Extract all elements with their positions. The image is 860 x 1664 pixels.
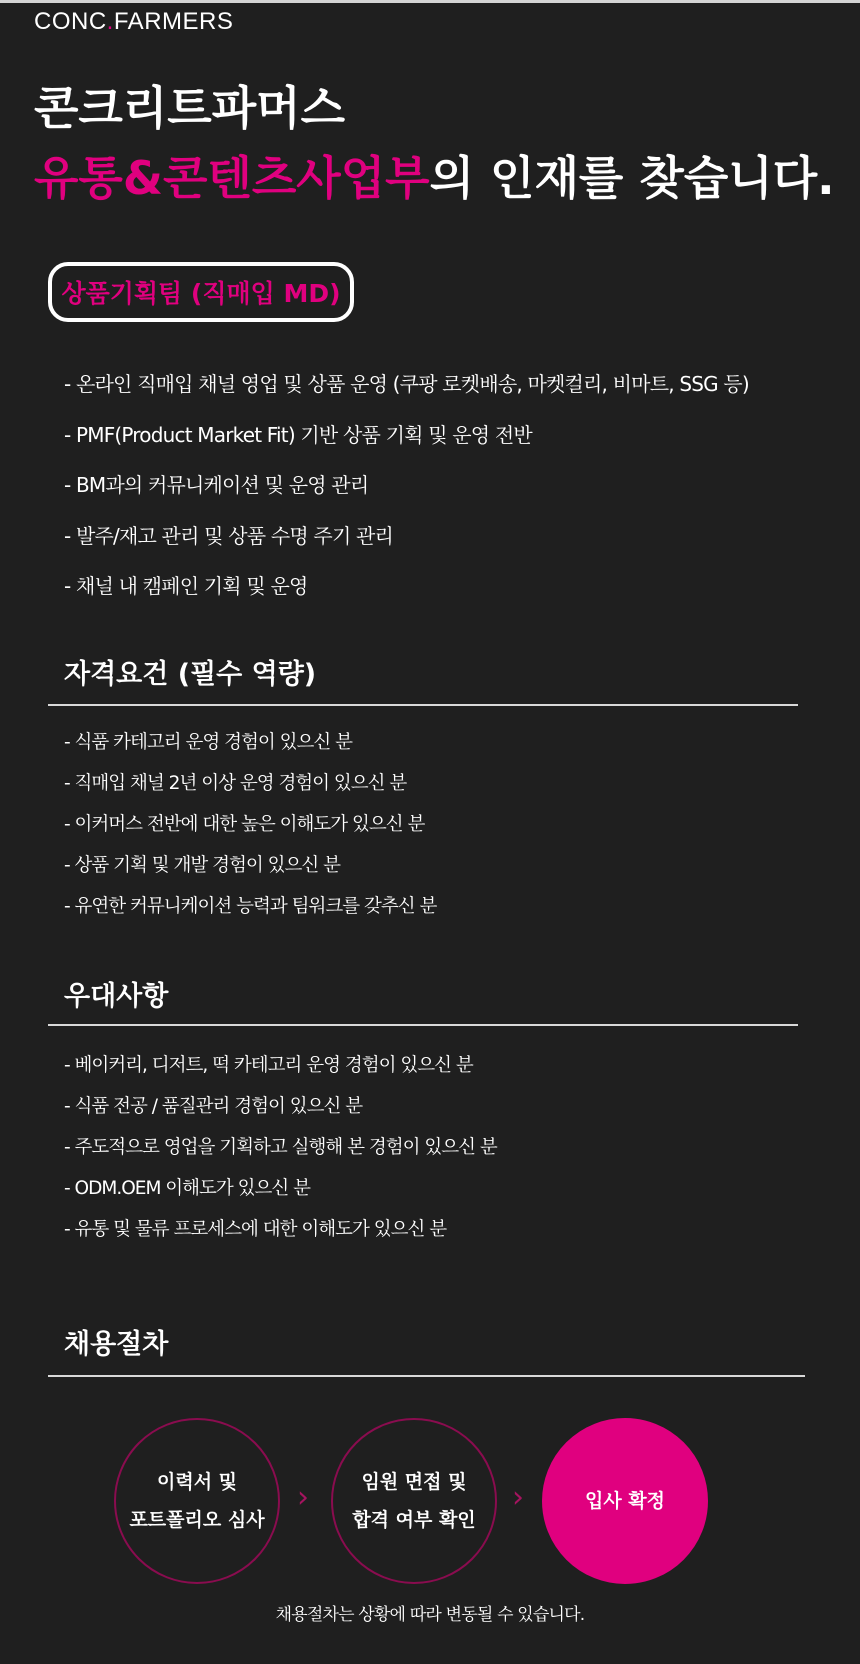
team-badge: 상품기획팀 (직매입 MD) <box>48 262 354 322</box>
process-footnote: 채용절차는 상황에 따라 변동될 수 있습니다. <box>275 1605 585 1625</box>
hero-highlight: 유통&콘텐츠사업부 <box>34 151 430 205</box>
top-divider <box>0 0 860 3</box>
preferred-list <box>64 1051 497 1256</box>
list-item: - 베이커리, 디저트, 떡 카테고리 운영 경험이 있으신 분 <box>64 1055 473 1076</box>
requirements-list <box>64 728 436 933</box>
list-item: - 식품 전공 / 품질관리 경험이 있으신 분 <box>64 1096 363 1117</box>
process-title: 채용절차 <box>64 1329 169 1360</box>
list-item: - 직매입 채널 2년 이상 운영 경험이 있으신 분 <box>64 773 407 794</box>
hero-title-line1: 콘크리트파머스 <box>34 81 346 135</box>
list-item: - 유연한 커뮤니케이션 능력과 팀워크를 갖추신 분 <box>64 896 437 917</box>
duties-list <box>64 364 749 617</box>
list-item: - 채널 내 캠페인 기획 및 운영 <box>64 574 308 598</box>
preferred-divider <box>48 1024 798 1026</box>
hero-rest: 의 인재를 찾습니다. <box>429 151 835 205</box>
list-item: - 상품 기획 및 개발 경험이 있으신 분 <box>64 855 341 876</box>
requirements-divider <box>48 704 798 706</box>
process-step-3: 입사 확정 <box>542 1418 708 1584</box>
brand-logo: CONC.FARMERS <box>34 8 234 35</box>
hero-title-line2 <box>34 150 835 206</box>
list-item: - 식품 카테고리 운영 경험이 있으신 분 <box>64 732 353 753</box>
list-item: - 이커머스 전반에 대한 높은 이해도가 있으신 분 <box>64 814 425 835</box>
process-divider <box>48 1375 805 1377</box>
process-step-1: 이력서 및 포트폴리오 심사 <box>114 1418 280 1584</box>
requirements-title: 자격요건 (필수 역량) <box>64 659 317 690</box>
process-step-2: 임원 면접 및 합격 여부 확인 <box>331 1418 497 1584</box>
list-item: - BM과의 커뮤니케이션 및 운영 관리 <box>64 473 369 497</box>
logo-dot: . <box>106 8 114 35</box>
preferred-title: 우대사항 <box>64 981 169 1012</box>
list-item: - ODM.OEM 이해도가 있으신 분 <box>64 1178 311 1199</box>
list-item: - 온라인 직매입 채널 영업 및 상품 운영 (쿠팡 로켓배송, 마켓컬리, 비마트, SSG 등) <box>64 372 749 396</box>
list-item: - 주도적으로 영업을 기획하고 실행해 본 경험이 있으신 분 <box>64 1137 497 1158</box>
list-item: - 유통 및 물류 프로세스에 대한 이해도가 있으신 분 <box>64 1219 447 1240</box>
list-item: - 발주/재고 관리 및 상품 수명 주기 관리 <box>64 523 394 548</box>
chevron-right-icon: › <box>512 1480 524 1515</box>
chevron-right-icon: › <box>297 1480 309 1515</box>
list-item: - PMF(Product Market Fit) 기반 상품 기획 및 운영 전반 <box>64 422 532 447</box>
